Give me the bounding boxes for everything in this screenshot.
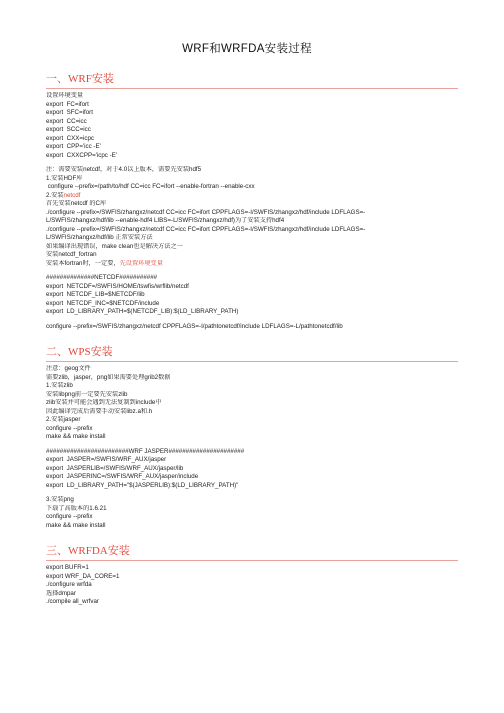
text-line: export BUFR=1 bbox=[46, 564, 89, 571]
section-2 bbox=[46, 343, 448, 542]
section-divider bbox=[46, 560, 458, 561]
section-spacer bbox=[46, 530, 448, 542]
text-line: export NETCDF_INC=$NETCDF/include bbox=[46, 299, 160, 307]
text-line: export NETCDF=/SWFIS/HOME/tswfis/wrflib/netcdf bbox=[46, 282, 189, 290]
text-line: export SCC=icc bbox=[46, 126, 91, 133]
text-line: export LD_LIBRARY_PATH=$(NETCDF_LIB):$(LD_LIBRARY_PATH) bbox=[46, 308, 239, 315]
text-line: export LD_LIBRARY_PATH="$(JASPERLIB):$(LD_LIBRARY_PATH)" bbox=[46, 481, 239, 489]
section-spacer bbox=[46, 607, 448, 619]
text-line: export JASPER=/SWFIS/WRF_AUX/jasper bbox=[46, 456, 167, 463]
text-line: export CXX=icpc bbox=[46, 134, 94, 142]
text-line: export WRF_DA_CORE=1 bbox=[46, 572, 120, 580]
text-line: make && make install bbox=[46, 433, 106, 440]
text-line: 选择dmpar bbox=[46, 589, 76, 597]
text-line: L/SWFIS/zhangxz/hdf/lib 正常安装方法 bbox=[46, 234, 153, 241]
text-line: 2.安装netcdf bbox=[46, 191, 81, 199]
text-line: export CC=icc bbox=[46, 117, 87, 125]
text-line: export SFC=ifort bbox=[46, 109, 93, 116]
text-line: export FC=ifort bbox=[46, 100, 89, 108]
text-line: 首先安装netcdf 的C库 bbox=[46, 200, 107, 207]
section-1 bbox=[46, 70, 448, 343]
text-line: ./configure --prefix=/SWFIS/zhangxz/netcdf CC=icc FC=ifort CPPFLAGS=-I/SWFIS/zhangxz/hdf/include LDFLAGS=- bbox=[46, 225, 366, 233]
text-line: ./configure --prefix=/SWFIS/zhangxz/netcdf CC=icc FC=ifort CPPFLAGS=-I/SWFIS/zhangxz/hdf/include LDFLAGS=- bbox=[46, 208, 366, 216]
text-line: 注：需要安装netcdf，对于4.0以上版本，需要先安装hdf5 bbox=[46, 166, 202, 173]
text-line: configure --prefix=/path/to/hdf CC=icc FC=ifort --enable-fortran --enable-cxx bbox=[46, 183, 255, 190]
section-heading: 二、WPS安装 bbox=[46, 346, 113, 358]
highlighted-text: netcdf bbox=[63, 191, 81, 199]
text-line: ./compile all_wrfvar bbox=[46, 598, 99, 605]
text-line: 2.安装jasper bbox=[46, 416, 81, 423]
section-divider bbox=[46, 361, 458, 362]
section-divider bbox=[46, 88, 458, 89]
text-line: export JASPERLIB=/SWFIS/WRF_AUX/jasper/lib bbox=[46, 464, 184, 472]
section-spacer bbox=[46, 331, 448, 343]
section-3 bbox=[46, 542, 448, 619]
text-line: 如果编译出现错误，make clean也是解决方法之一 bbox=[46, 242, 183, 250]
text-line: 设置环境变量 bbox=[46, 92, 84, 99]
text-line: export NETCDF_LIB=$NETCDF/lib bbox=[46, 291, 145, 298]
text-line: L/SWFIS/zhangxz/hdf/lib --enable-hdf4 LIBS=-L/SWFIS/zhangxz/hdf)为了安装支持hdf4 bbox=[46, 217, 285, 224]
text-line: ##############NETCDF########### bbox=[46, 274, 158, 281]
text-line: 安装netcdf_fortran bbox=[46, 251, 97, 258]
text-line: export CPP='icc -E' bbox=[46, 143, 101, 150]
text-line: ./configure wrfda bbox=[46, 581, 92, 588]
text-line: ########################WRF JASPER###################### bbox=[46, 447, 245, 455]
text-line: zlib安装并可能会遇到无法复制到include中 bbox=[46, 399, 162, 406]
text-line: 1.安装zlib bbox=[46, 382, 73, 389]
highlighted-text: 先设置环境变量 bbox=[119, 259, 163, 267]
text-line: 安装libpng前一定要先安装zlib bbox=[46, 390, 128, 398]
document-body bbox=[46, 70, 448, 619]
text-line: 因此编译完成后需要手动安装libz.a和.h bbox=[46, 407, 153, 415]
text-line: 需要zlib，jasper，png如果需要处理grib2数据 bbox=[46, 373, 171, 381]
text-line: configure --prefix=/SWFIS/zhangxz/netcdf CPPFLAGS=-I/pathtonetcdf/include LDFLAGS=-L/pathtonetcdf/lib bbox=[46, 322, 343, 330]
text-line: export JASPERINC=/SWFIS/WRF_AUX/jasper/include bbox=[46, 473, 199, 480]
text-line: 安装本fortran时，一定要，先设置环境变量 bbox=[46, 259, 163, 267]
text-line: 下载了高版本的1.6.21 bbox=[46, 504, 107, 512]
section-heading: 一、WRF安装 bbox=[46, 73, 114, 85]
document-title: WRF和WRFDA安装过程 bbox=[182, 43, 312, 55]
text-line: 注意：geog文件 bbox=[46, 365, 91, 372]
text-line: make && make install bbox=[46, 521, 106, 529]
section-heading: 三、WRFDA安装 bbox=[46, 545, 130, 557]
text-line: export CXXCPP='icpc -E' bbox=[46, 151, 117, 159]
text-line: configure --prefix bbox=[46, 424, 93, 432]
text-line: 3.安装png bbox=[46, 496, 74, 503]
text-line: configure --prefix bbox=[46, 513, 93, 520]
text-line: 1.安装HDF库 bbox=[46, 174, 83, 182]
